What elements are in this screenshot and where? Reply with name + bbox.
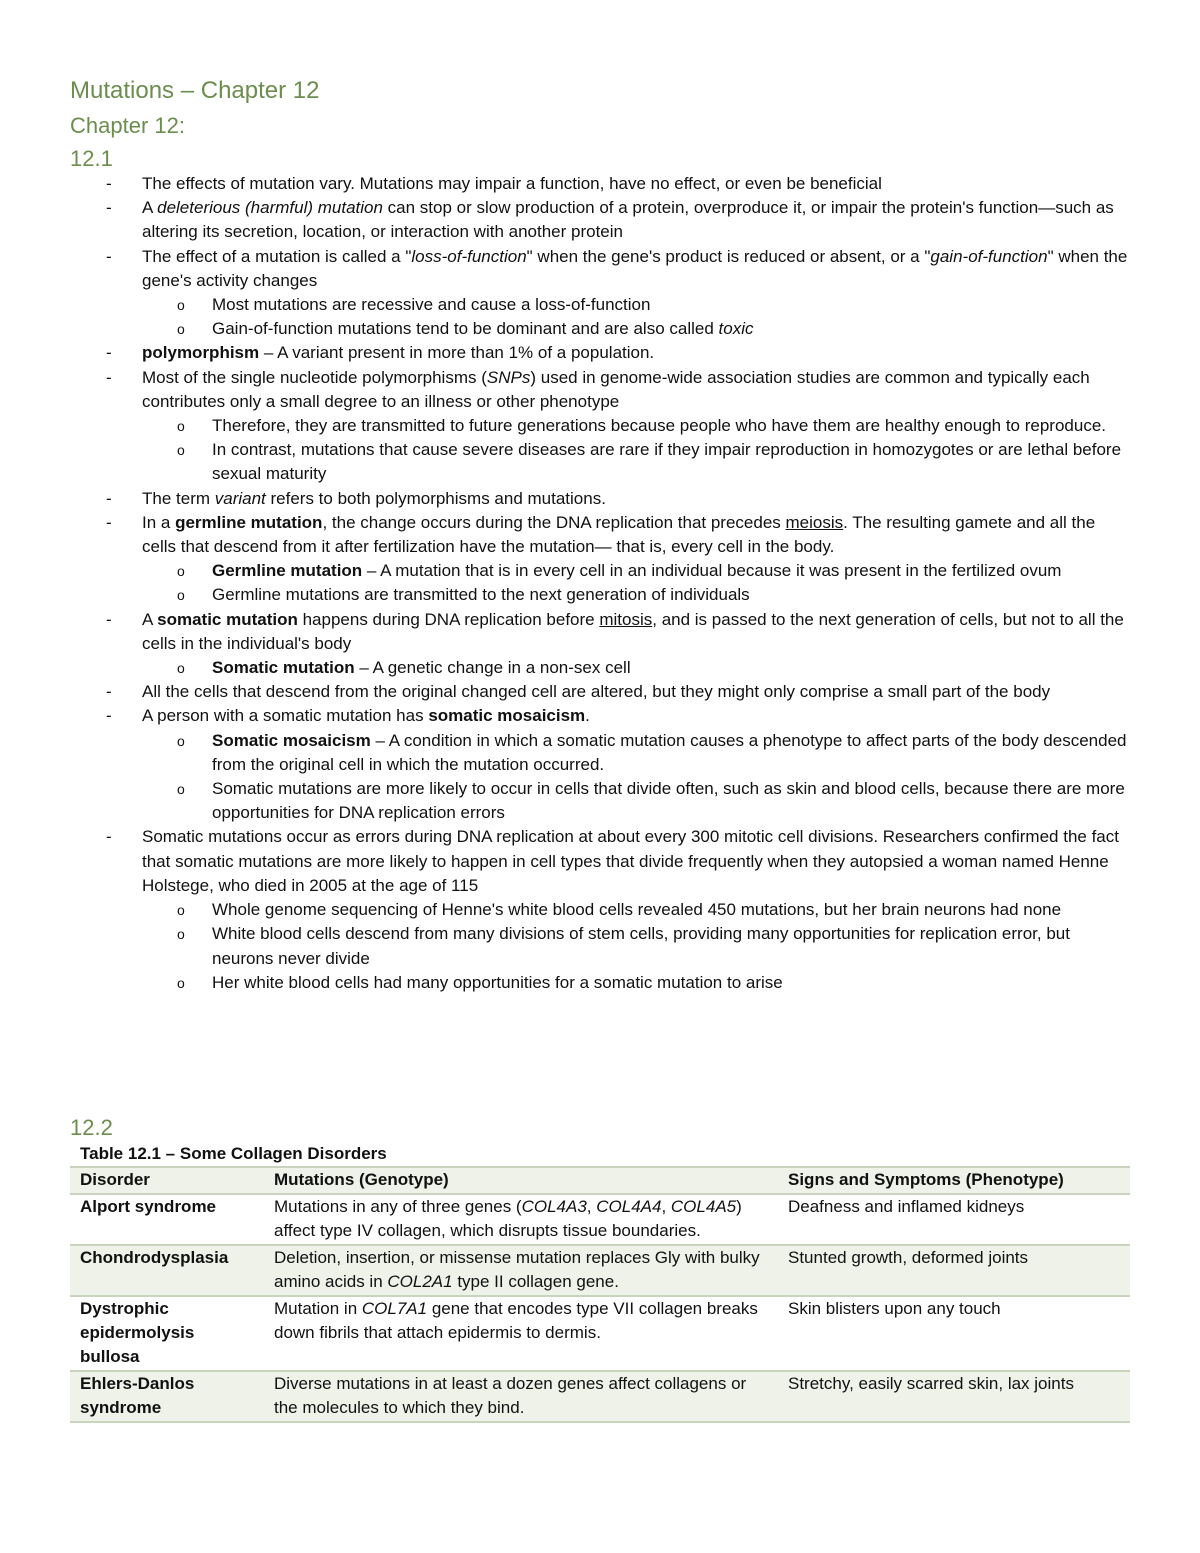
bullet-dash: - — [106, 706, 112, 726]
bullet-dash: - — [106, 827, 112, 847]
term-gain-of-function: gain-of-function — [930, 246, 1048, 266]
cell-disorder: Alport syndrome — [70, 1194, 264, 1245]
link-mitosis[interactable]: mitosis — [599, 609, 653, 629]
term-germline-mutation-def: Germline mutation — [212, 561, 363, 581]
table-caption: Table 12.1 – Some Collagen Disorders — [80, 1144, 387, 1163]
column-header-disorder: Disorder — [80, 1170, 150, 1189]
cell-mutations: Diverse mutations in at least a dozen genes affect collagens or the molecules to which they bind. — [264, 1371, 778, 1422]
sub-list-item: o In contrast, mutations that cause severe diseases are rare if they impair reproduction in homozygotes or are lethal before sexual maturity — [177, 440, 1122, 484]
bullet-circle: o — [177, 587, 185, 604]
list-item: - Somatic mutations occur as errors during DNA replication at about every 300 mitotic cell divisions. Researchers confirmed the fact that somatic mutations are more likely to happen in cell types that divide frequently when they autopsied a woman named Henne Holstege, who died in 2005 at the age of 115 — [106, 827, 1119, 895]
bullet-circle: o — [177, 926, 185, 943]
list-item: - All the cells that descend from the original changed cell are altered, but they might only comprise a small part of the body — [0, 680, 1200, 704]
cell-mutations: Mutations in any of three genes (COL4A3, COL4A4, COL4A5) affect type IV collagen, which disrupts tissue boundaries. — [264, 1194, 778, 1245]
bullet-dash: - — [106, 512, 112, 532]
list-item: - A deleterious (harmful) mutation can stop or slow production of a protein, overproduce it, or impair the protein's function—such as altering its secretion, location, or interaction with another protein — [106, 198, 1114, 242]
gene-name: COL4A3 — [521, 1197, 587, 1216]
term-somatic-mosaicism-def: Somatic mosaicism — [212, 730, 371, 750]
cell-signs: Skin blisters upon any touch — [778, 1296, 1130, 1371]
term-somatic-mosaicism: somatic mosaicism — [428, 706, 586, 726]
sub-list-item: o Germline mutation – A mutation that is in every cell in an individual because it was present in the fertilized ovum — [0, 559, 1200, 583]
term-deleterious-mutation: deleterious (harmful) mutation — [157, 198, 383, 218]
table-row — [70, 1371, 1130, 1422]
table-row — [70, 1296, 1130, 1371]
section-heading-12-2: 12.2 — [70, 1115, 113, 1140]
bullet-dash: - — [106, 682, 112, 702]
cell-signs: Stunted growth, deformed joints — [778, 1245, 1130, 1296]
link-meiosis[interactable]: meiosis — [785, 512, 844, 532]
term-variant: variant — [214, 488, 266, 508]
table-row — [70, 1194, 1130, 1245]
cell-mutations: Deletion, insertion, or missense mutation replaces Gly with bulky amino acids in COL2A1 type II collagen gene. — [264, 1245, 778, 1296]
column-header-mutations: Mutations (Genotype) — [274, 1170, 449, 1189]
sub-list-item: o Her white blood cells had many opportunities for a somatic mutation to arise — [0, 971, 1200, 995]
term-somatic-mutation-def: Somatic mutation — [212, 658, 355, 678]
bullet-circle: o — [177, 563, 185, 580]
term-polymorphism: polymorphism — [142, 343, 260, 363]
list-item: - The term variant refers to both polymorphisms and mutations. — [0, 487, 1200, 511]
bullet-dash: - — [106, 174, 112, 193]
bullet-circle: o — [177, 781, 185, 798]
gene-name: COL4A4 — [596, 1197, 662, 1216]
bullet-circle: o — [177, 321, 185, 338]
chapter-heading: Chapter 12: — [70, 113, 185, 138]
bullet-dash: - — [106, 367, 112, 387]
term-somatic-mutation: somatic mutation — [157, 609, 298, 629]
cell-disorder: Chondrodysplasia — [70, 1245, 264, 1296]
bullet-circle: o — [177, 732, 185, 749]
gene-name: COL2A1 — [387, 1272, 453, 1291]
bullet-circle: o — [177, 902, 185, 919]
list-item: - The effects of mutation vary. Mutations may impair a function, have no effect, or even be beneficial — [0, 172, 1200, 196]
sub-list-item: o Germline mutations are transmitted to the next generation of individuals — [0, 583, 1200, 607]
document-title: Mutations – Chapter 12 — [70, 77, 320, 104]
notes-list — [0, 172, 1200, 995]
cell-signs: Stretchy, easily scarred skin, lax joints — [778, 1371, 1130, 1422]
bullet-circle: o — [177, 442, 185, 459]
collagen-disorders-table — [70, 1166, 1130, 1423]
term-loss-of-function: loss-of-function — [411, 246, 527, 266]
table-row — [70, 1245, 1130, 1296]
sub-list-item: o Somatic mutation – A genetic change in a non-sex cell — [0, 656, 1200, 680]
bullet-circle: o — [177, 660, 185, 677]
sub-list-item: o Therefore, they are transmitted to future generations because people who have them are healthy enough to reproduce. — [0, 414, 1200, 438]
gene-name: COL7A1 — [361, 1299, 428, 1318]
sub-list-item: o White blood cells descend from many divisions of stem cells, providing many opportunities for replication error, but neurons never divide — [177, 924, 1070, 968]
term-germline-mutation: germline mutation — [175, 512, 323, 532]
sub-list-item: o Whole genome sequencing of Henne's white blood cells revealed 450 mutations, but her brain neurons had none — [0, 898, 1200, 922]
bullet-circle: o — [177, 974, 185, 991]
bullet-circle: o — [177, 297, 185, 314]
cell-disorder: Ehlers-Danlos syndrome — [70, 1371, 264, 1422]
table-header-row — [70, 1167, 1130, 1194]
bullet-dash: - — [106, 343, 112, 363]
term-snps: SNPs — [486, 367, 531, 387]
list-item: - polymorphism – A variant present in more than 1% of a population. — [0, 341, 1200, 365]
list-item: - A somatic mutation happens during DNA replication before mitosis, and is passed to the next generation of cells, but not to all the cells in the individual's body — [106, 609, 1124, 653]
section-heading-12-1: 12.1 — [70, 146, 113, 171]
bullet-dash: - — [106, 609, 112, 629]
term-toxic: toxic — [718, 319, 754, 339]
sub-list-item: o Somatic mosaicism – A condition in which a somatic mutation causes a phenotype to affect parts of the body descended from the original cell in which the mutation occurred. — [177, 730, 1127, 774]
gene-name: COL4A5 — [670, 1197, 737, 1216]
bullet-circle: o — [177, 418, 185, 435]
cell-mutations: Mutation in COL7A1 gene that encodes type VII collagen breaks down fibrils that attach epidermis to dermis. — [264, 1296, 778, 1371]
list-item: - A person with a somatic mutation has somatic mosaicism. — [0, 704, 1200, 728]
sub-list-item: o Most mutations are recessive and cause a loss-of-function — [0, 293, 1200, 317]
list-item: - The effect of a mutation is called a "loss-of-function" when the gene's product is reduced or absent, or a "gain-of-function" when the gene's activity changes — [106, 246, 1128, 290]
bullet-dash: - — [106, 198, 112, 218]
sub-list-item: o Somatic mutations are more likely to occur in cells that divide often, such as skin and blood cells, because there are more opportunities for DNA replication errors — [177, 779, 1125, 823]
cell-signs: Deafness and inflamed kidneys — [778, 1194, 1130, 1245]
column-header-signs: Signs and Symptoms (Phenotype) — [788, 1170, 1064, 1189]
cell-disorder: Dystrophic epidermolysis bullosa — [70, 1296, 264, 1371]
sub-list-item: o Gain-of-function mutations tend to be dominant and are also called toxic — [0, 317, 1200, 341]
bullet-dash: - — [106, 488, 112, 508]
list-item: - Most of the single nucleotide polymorphisms (SNPs) used in genome-wide association studies are common and typically each contributes only a small degree to an illness or other phenotype — [106, 367, 1090, 411]
list-item: - In a germline mutation, the change occurs during the DNA replication that precedes meiosis. The resulting gamete and all the cells that descend from it after fertilization have the mutation— that is, every cell in the body. — [106, 512, 1096, 557]
bullet-dash: - — [106, 246, 112, 266]
